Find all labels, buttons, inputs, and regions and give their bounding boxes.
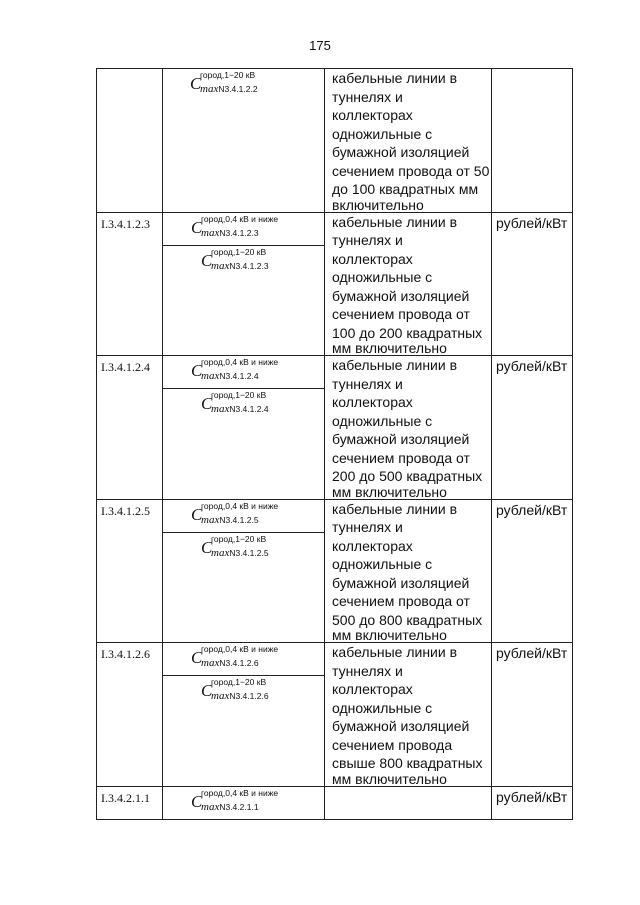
unit-cell [492, 356, 573, 500]
symbol-subscript: maxN3.4.1.2.5 [201, 513, 259, 526]
unit-label: рублей/кВт [496, 788, 568, 805]
description-cell [325, 356, 492, 500]
formula-symbol-medium-voltage [163, 245, 324, 278]
unit-label: рублей/кВт [496, 501, 568, 518]
description-text: кабельные линии в туннелях и коллекторах одножильные с бумажной изоляцией сечением провода от 500 до 800 квадратных мм включительно [332, 500, 483, 642]
symbol-letter: C [201, 681, 213, 700]
formula-symbol-low-voltage [163, 356, 324, 388]
symbol-subscript: maxN3.4.1.2.3 [211, 259, 269, 272]
symbol-letter: C [191, 217, 203, 237]
table-row [97, 786, 573, 819]
description-text: кабельные линии в туннелях и коллекторах одножильные с бумажной изоляцией сечением провода свыше 800 квадратных мм включительно [332, 644, 483, 786]
symbol-superscript: город,0,4 кВ и ниже [201, 500, 279, 511]
description-cell [325, 499, 492, 643]
symbol-letter: C [191, 791, 203, 811]
table-row [97, 356, 573, 500]
unit-cell [492, 643, 573, 787]
symbol-subscript: maxN3.4.1.2.2 [200, 83, 258, 95]
code-cell [97, 643, 163, 787]
symbol-superscript: город,1−20 кВ [211, 246, 267, 257]
description-cell [325, 212, 492, 356]
symbol-letter: C [191, 504, 203, 524]
row-code: I.3.4.2.1.1 [101, 790, 150, 805]
code-cell [97, 786, 163, 819]
symbol-superscript: город,0,4 кВ и ниже [201, 357, 279, 367]
description-text: кабельные линии в туннелях и коллекторах одножильные с бумажной изоляцией сечением провода от 200 до 500 квадратных мм включительно [332, 357, 483, 499]
code-cell [97, 356, 163, 500]
code-cell [97, 499, 163, 643]
description-text: кабельные линии в туннелях и коллекторах одножильные с бумажной изоляцией сечением провода от 50 до 100 квадратных мм включительно [332, 70, 490, 212]
symbol-superscript: город,0,4 кВ и ниже [201, 213, 279, 224]
unit-cell [492, 499, 573, 643]
symbol-subscript: maxN3.4.1.2.4 [201, 370, 259, 382]
page-number: 175 [309, 38, 331, 53]
symbol-letter: C [191, 648, 203, 667]
symbol-superscript: город,0,4 кВ и ниже [201, 644, 279, 654]
table-row [97, 69, 573, 213]
description-cell [325, 69, 492, 213]
formula-symbol-low-voltage [163, 500, 324, 532]
symbol-superscript: город,0,4 кВ и ниже [201, 787, 279, 798]
symbol-subscript: maxN3.4.1.2.3 [201, 226, 259, 239]
symbol-subscript: maxN3.4.1.2.4 [211, 403, 269, 415]
symbol-cell [163, 643, 325, 787]
row-code: I.3.4.1.2.6 [101, 647, 150, 661]
unit-cell [492, 786, 573, 819]
unit-label: рублей/кВт [496, 214, 568, 231]
symbol-cell [163, 69, 325, 213]
symbol-superscript: город,1−20 кВ [200, 70, 256, 80]
row-code: I.3.4.1.2.5 [101, 503, 150, 518]
symbol-subscript: maxN3.4.1.2.6 [211, 690, 269, 702]
description-text: кабельные линии в туннелях и коллекторах одножильные с бумажной изоляцией сечением провода от 100 до 200 квадратных мм включительно [332, 213, 483, 355]
symbol-letter: C [201, 394, 213, 413]
description-cell [325, 643, 492, 787]
symbol-superscript: город,1−20 кВ [211, 533, 267, 544]
symbol-letter: C [201, 250, 213, 270]
symbol-superscript: город,1−20 кВ [211, 677, 267, 687]
code-cell [97, 69, 163, 213]
symbol-superscript: город,1−20 кВ [211, 390, 267, 400]
unit-label: рублей/кВт [496, 645, 568, 661]
symbol-cell [163, 499, 325, 643]
formula-symbol [163, 69, 324, 101]
formula-symbol-medium-voltage [163, 532, 324, 565]
formula-symbol-medium-voltage [163, 675, 324, 708]
symbol-subscript: maxN3.4.1.2.6 [201, 657, 259, 669]
unit-label: рублей/кВт [496, 358, 568, 374]
symbol-letter: C [190, 74, 202, 93]
formula-symbol-low-voltage [163, 643, 324, 675]
row-code: I.3.4.1.2.3 [101, 216, 150, 231]
tariff-table [96, 68, 573, 820]
table-row [97, 643, 573, 787]
formula-symbol-low-voltage [163, 787, 324, 819]
unit-cell [492, 212, 573, 356]
symbol-subscript: maxN3.4.2.1.1 [201, 800, 259, 813]
formula-symbol-low-voltage [163, 213, 324, 245]
symbol-subscript: maxN3.4.1.2.5 [211, 546, 269, 559]
formula-symbol-medium-voltage [163, 388, 324, 421]
code-cell [97, 212, 163, 356]
symbol-cell [163, 356, 325, 500]
row-code: I.3.4.1.2.4 [101, 360, 150, 374]
symbol-cell [163, 786, 325, 819]
description-cell [325, 786, 492, 819]
symbol-letter: C [191, 361, 203, 380]
symbol-cell [163, 212, 325, 356]
symbol-letter: C [201, 537, 213, 557]
table-row [97, 212, 573, 356]
table-row [97, 499, 573, 643]
unit-cell [492, 69, 573, 213]
